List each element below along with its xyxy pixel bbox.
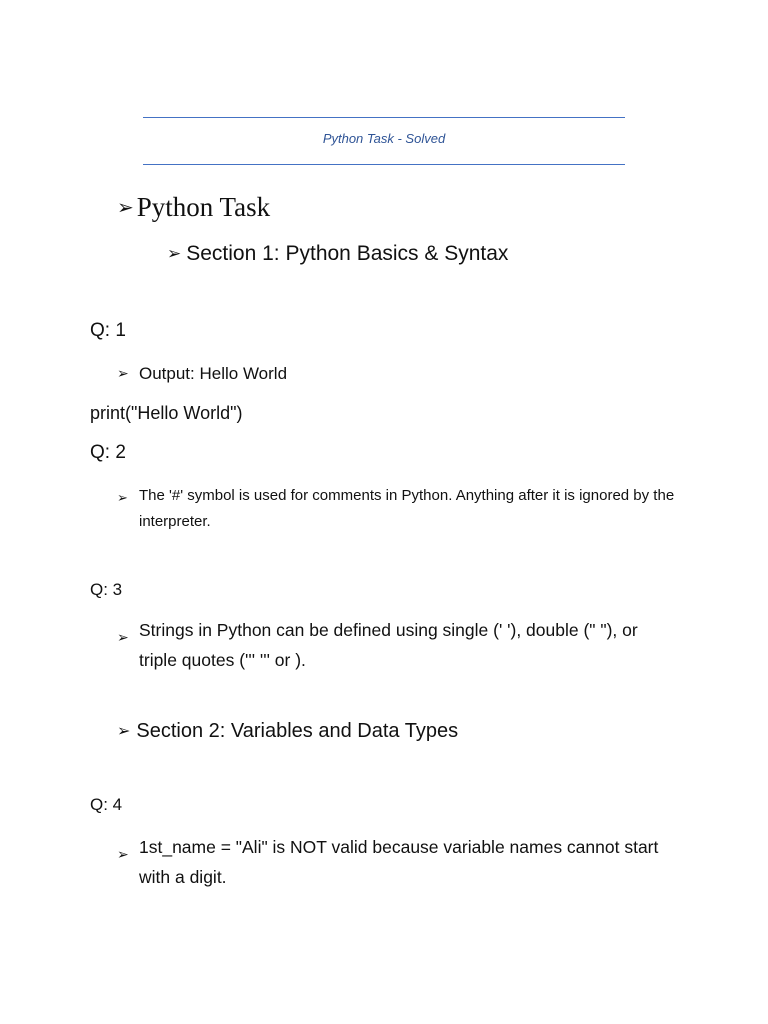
page-header: Python Task - Solved <box>322 131 446 146</box>
arrowhead-bullet-icon: ➢ <box>117 847 129 863</box>
section-1-heading-text: Section 1: Python Basics & Syntax <box>186 242 509 265</box>
arrowhead-bullet-icon: ➢ <box>117 630 129 646</box>
question-1-code: print("Hello World") <box>90 403 243 423</box>
header-top-rule <box>143 117 625 118</box>
arrowhead-bullet-icon: ➢ <box>167 244 182 264</box>
question-4-answer-text: 1st_name = "Ali" is NOT valid because variable names cannot start with a digit. <box>139 837 659 887</box>
question-3-answer-text: Strings in Python can be defined using single (' '), double (" "), or triple quotes (''' ''' or ). <box>139 620 638 670</box>
arrowhead-bullet-icon: ➢ <box>117 491 128 506</box>
question-2-answer-text: The '#' symbol is used for comments in Python. Anything after it is ignored by the interpreter. <box>139 487 675 530</box>
section-2-heading-text: Section 2: Variables and Data Types <box>136 720 459 742</box>
question-4-label: Q: 4 <box>90 795 123 814</box>
question-1-answer-text: Output: Hello World <box>139 364 288 383</box>
question-2-label: Q: 2 <box>90 442 126 463</box>
header-bottom-rule <box>143 164 625 165</box>
arrowhead-bullet-icon: ➢ <box>117 195 134 219</box>
arrowhead-bullet-icon: ➢ <box>117 366 129 382</box>
document-title <box>117 192 270 223</box>
arrowhead-bullet-icon: ➢ <box>117 721 131 740</box>
section-1-heading <box>167 242 508 266</box>
question-3-label: Q: 3 <box>90 580 123 599</box>
question-1-label: Q: 1 <box>90 320 126 341</box>
section-2-heading <box>117 720 458 743</box>
document-title-text: Python Task <box>136 192 271 222</box>
